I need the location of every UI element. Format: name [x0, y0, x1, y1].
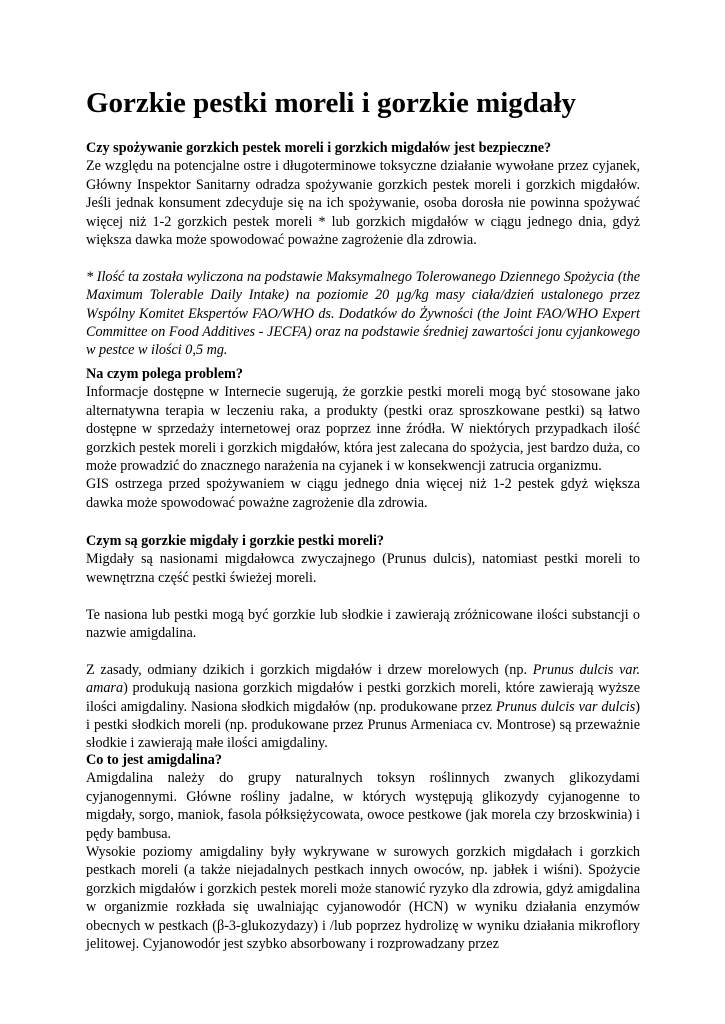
species-name: Prunus dulcis var. amara	[86, 661, 640, 697]
section-amygdalin	[86, 751, 640, 953]
section-paragraph: GIS ostrzega przed spożywaniem w ciągu jednego dnia więcej niż 1-2 pestek gdyż większa dawka może spowodować poważne zagrożenie dla zdrowia.	[86, 476, 640, 511]
footnote-paragraph: * Ilość ta została wyliczona na podstawie Maksymalnego Tolerowanego Dziennego Spożycia (the Maximum Tolerable Daily Intake) na poziomie 20 µg/kg masy ciała/dzień ustalonego przez Wspólny Komitet Ekspertów FAO/WHO ds. Dodatków do Żywności (the Joint FAO/WHO Expert Committee on Food Additives - JECFA) oraz na podstawie średniej zawartości jonu cyjankowego w pestce w ilości 0,5 mg.	[86, 268, 640, 359]
section-paragraph: Wysokie poziomy amigdaliny były wykrywane w surowych gorzkich migdałach i gorzkich pestkach moreli (a także niejadalnych pestkach innych owoców, np. jabłek i wiśni). Spożycie gorzkich migdałów i gorzkich pestek moreli może stanowić ryzyko dla zdrowia, gdyż amigdalina w organizmie rozkłada się uwalniając cyjanowodór (HCN) w wyniku działania enzymów obecnych w pestkach (β-3-glukozydazy) i /lub poprzez hydrolizę w wyniku działania mikroflory jelitowej. Cyjanowodór jest szybko absorbowany i rozprowadzany przez	[86, 844, 640, 953]
document-title: Gorzkie pestki moreli i gorzkie migdały	[86, 87, 576, 119]
section-paragraph: Te nasiona lub pestki mogą być gorzkie lub słodkie i zawierają zróżnicowane ilości substancji o nazwie amigdalina.	[86, 606, 640, 642]
species-name: Prunus dulcis var dulcis	[495, 698, 636, 715]
section-paragraph: Informacje dostępne w Internecie sugerują, że gorzkie pestki moreli mogą być stosowane jako alternatywna terapia w leczeniu raka, a produkty (pestki oraz sproszkowane pestki) są łatwo dostępne w sprzedaży internetowej oraz poprzez inne źródła. W niektórych przypadkach ilość gorzkich pestek moreli i gorzkich migdałów, która jest zalecana do spożycia, jest bardzo duża, co może prowadzić do znacznego narażenia na cyjanek i w konsekwencji zatrucia organizmu.	[86, 384, 640, 475]
section-problem	[86, 365, 640, 512]
section-heading: Co to jest amigdalina?	[86, 752, 222, 768]
section-heading: Czy spożywanie gorzkich pestek moreli i gorzkich migdałów jest bezpieczne?	[86, 140, 552, 156]
section-heading: Na czym polega problem?	[86, 366, 243, 382]
section-paragraph: Migdały są nasionami migdałowca zwyczajnego (Prunus dulcis), natomiast pestki moreli to wewnętrzna część pestki świeżej moreli.	[86, 551, 640, 586]
section-heading: Czym są gorzkie migdały i gorzkie pestki moreli?	[86, 533, 385, 549]
section-safety	[86, 139, 640, 360]
text-run: ) i pestki słodkich moreli (np. produkowane przez Prunus Armeniaca cv. Montrose) są przeważnie słodkie i zawierają małe ilości amigdaliny.	[86, 698, 640, 752]
section-what-are	[86, 532, 640, 753]
section-paragraph: Ze względu na potencjalne ostre i długoterminowe toksyczne działanie wywołane przez cyjanek, Główny Inspektor Sanitarny odradza spożywanie gorzkich pestek moreli i gorzkich migdałów. Jeśli jednak konsument zdecyduje się na ich spożywanie, osoba dorosła nie powinna spożywać więcej niż 1-2 gorzkich pestek moreli * lub gorzkich migdałów w ciągu jednego dnia, gdyż większa dawka może spowodować poważne zagrożenie dla zdrowia.	[86, 158, 640, 249]
section-paragraph: Amigdalina należy do grupy naturalnych toksyn roślinnych zwanych glikozydami cyjanogennymi. Główne rośliny jadalne, w których występują glikozydy cyjanogenne to migdały, sorgo, maniok, fasola półksiężycowata, owoce pestkowe (jak morela czy brzoskwinia) i pędy bambusa.	[86, 770, 640, 842]
text-run: Z zasady, odmiany dzikich i gorzkich migdałów i drzew morelowych (np.	[86, 661, 533, 678]
text-run: ) produkują nasiona gorzkich migdałów i pestki gorzkich moreli, które zawierają wyższe ilości amigdaliny. Nasiona słodkich migdałów (np. produkowane przez	[86, 680, 640, 715]
section-paragraph	[86, 661, 640, 753]
